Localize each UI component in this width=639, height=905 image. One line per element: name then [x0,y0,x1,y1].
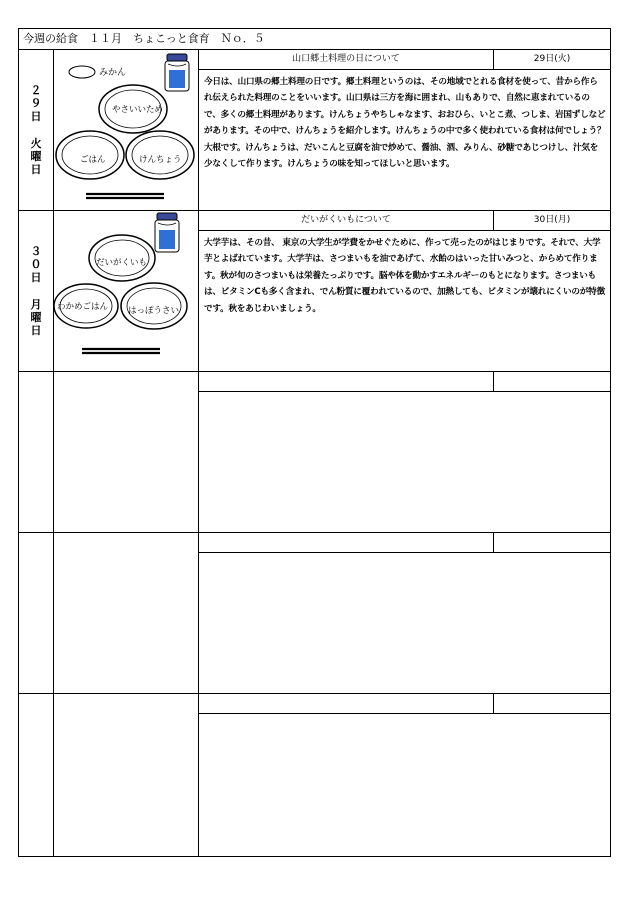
menu-illustration [54,533,199,693]
article-topic [199,694,494,713]
day-row-3 [19,371,610,532]
article-header [199,533,610,553]
mikan-dish [69,66,126,78]
dish-icon [56,131,124,179]
dish-icon [99,85,167,133]
article-topic: 山口郷土料理の日について [199,50,494,69]
menu-illustration [54,50,199,210]
article-day [494,694,610,713]
article-header [199,211,610,231]
date-digit: ２ [30,84,42,97]
article-topic: だいがくいもについて [199,211,494,230]
article-cell [199,694,610,856]
day-row-1 [19,50,610,210]
day-row-4 [19,532,610,693]
weekday-char: 日 [30,324,42,337]
article-header [199,694,610,714]
date-cell [19,694,54,856]
menu-item-label: けんちょう [139,155,182,165]
dish-icon [54,284,118,328]
date-cell [19,533,54,693]
date-digit: ９ [30,97,42,110]
sheet-title: 今週の給食 １１月 ちょこっと食育 Ｎｏ．５ [19,29,610,50]
chopsticks-icon [86,194,164,198]
article-cell [199,372,610,532]
milk-bottle-icon [165,54,189,91]
dish-icon [121,283,187,329]
article-cell [199,50,610,210]
chopsticks-icon [82,349,160,353]
weekday-char: 月 [30,298,42,311]
day-row-5 [19,693,610,856]
date-cell [19,211,54,371]
menu-item-label: だいがくいも [96,258,148,268]
dish-icon [126,131,194,179]
weekday-char: 火 [30,137,42,150]
date-digit: ３ [30,245,42,258]
article-day [494,533,610,552]
article-cell [199,211,610,371]
menu-illustration [54,211,199,371]
menu-item-label: はっぽうさい [128,306,180,316]
date-day-char: 日 [30,110,42,123]
menu-item-label: ごはん [80,155,106,165]
menu-item-label: みかん [99,68,127,78]
article-text: 大学芋は、その昔、 東京の大学生が学費をかせぐために、作って売ったのがはじまりです。それで、大学芋とよばれています。大学芋は、さつまいもを油であげて、水飴のはいった甘いみつと、からめて作ります。秋が旬のさつまいもは栄養たっぷりです。脳や体を動かすエネルギーのもとになります。さつまいもは、ビタミンCも多く含まれ、でん粉質に覆われているので、加熱しても、ビタミンが壊れにくいのが特徴です。秋をあじわいましょう。 [204,238,605,314]
weekday-char: 曜 [30,311,42,324]
article-header [199,372,610,392]
date-day-char: 日 [30,271,42,284]
article-topic [199,533,494,552]
menu-illustration [54,372,199,532]
menu-illustration [54,694,199,856]
weekday-char: 曜 [30,150,42,163]
date-cell [19,50,54,210]
article-day [494,372,610,391]
article-day: 30日(月) [533,215,571,225]
menu-item-label: やさいいため [112,105,164,115]
milk-bottle-icon [155,213,179,252]
article-text: 今日は、山口県の郷土料理の日です。郷土料理というのは、その地域でとれる食材を使って、昔から作られ伝えられた料理のことをいいます。山口県は三方を海に囲まれ、山もありで、自然に恵まれているので、多くの郷土料理があります。けんちょうやちしゃなます、おおひら、いとこ煮、つしま、岩国ずしなどがあります。その中で、けんちょうを紹介します。けんちょうの中で多く使われている食材は何でしょう？大根です。けんちょうは、だいこんと豆腐を油で炒めて、醤油、酒、みりん、砂糖であじつけし、汁気を少なくして作ります。けんちょうの味を知ってほしいと思います。 [204,77,606,170]
dish-icon [89,235,155,281]
date-digit: ０ [30,258,42,271]
menu-sheet [18,28,611,857]
article-topic [199,372,494,391]
date-cell [19,372,54,532]
weekday-char: 日 [30,163,42,176]
day-row-2 [19,210,610,371]
article-header [199,50,610,70]
menu-item-label: わかめごはん [57,302,109,312]
article-cell [199,533,610,693]
article-day: 29日(火) [533,54,571,64]
